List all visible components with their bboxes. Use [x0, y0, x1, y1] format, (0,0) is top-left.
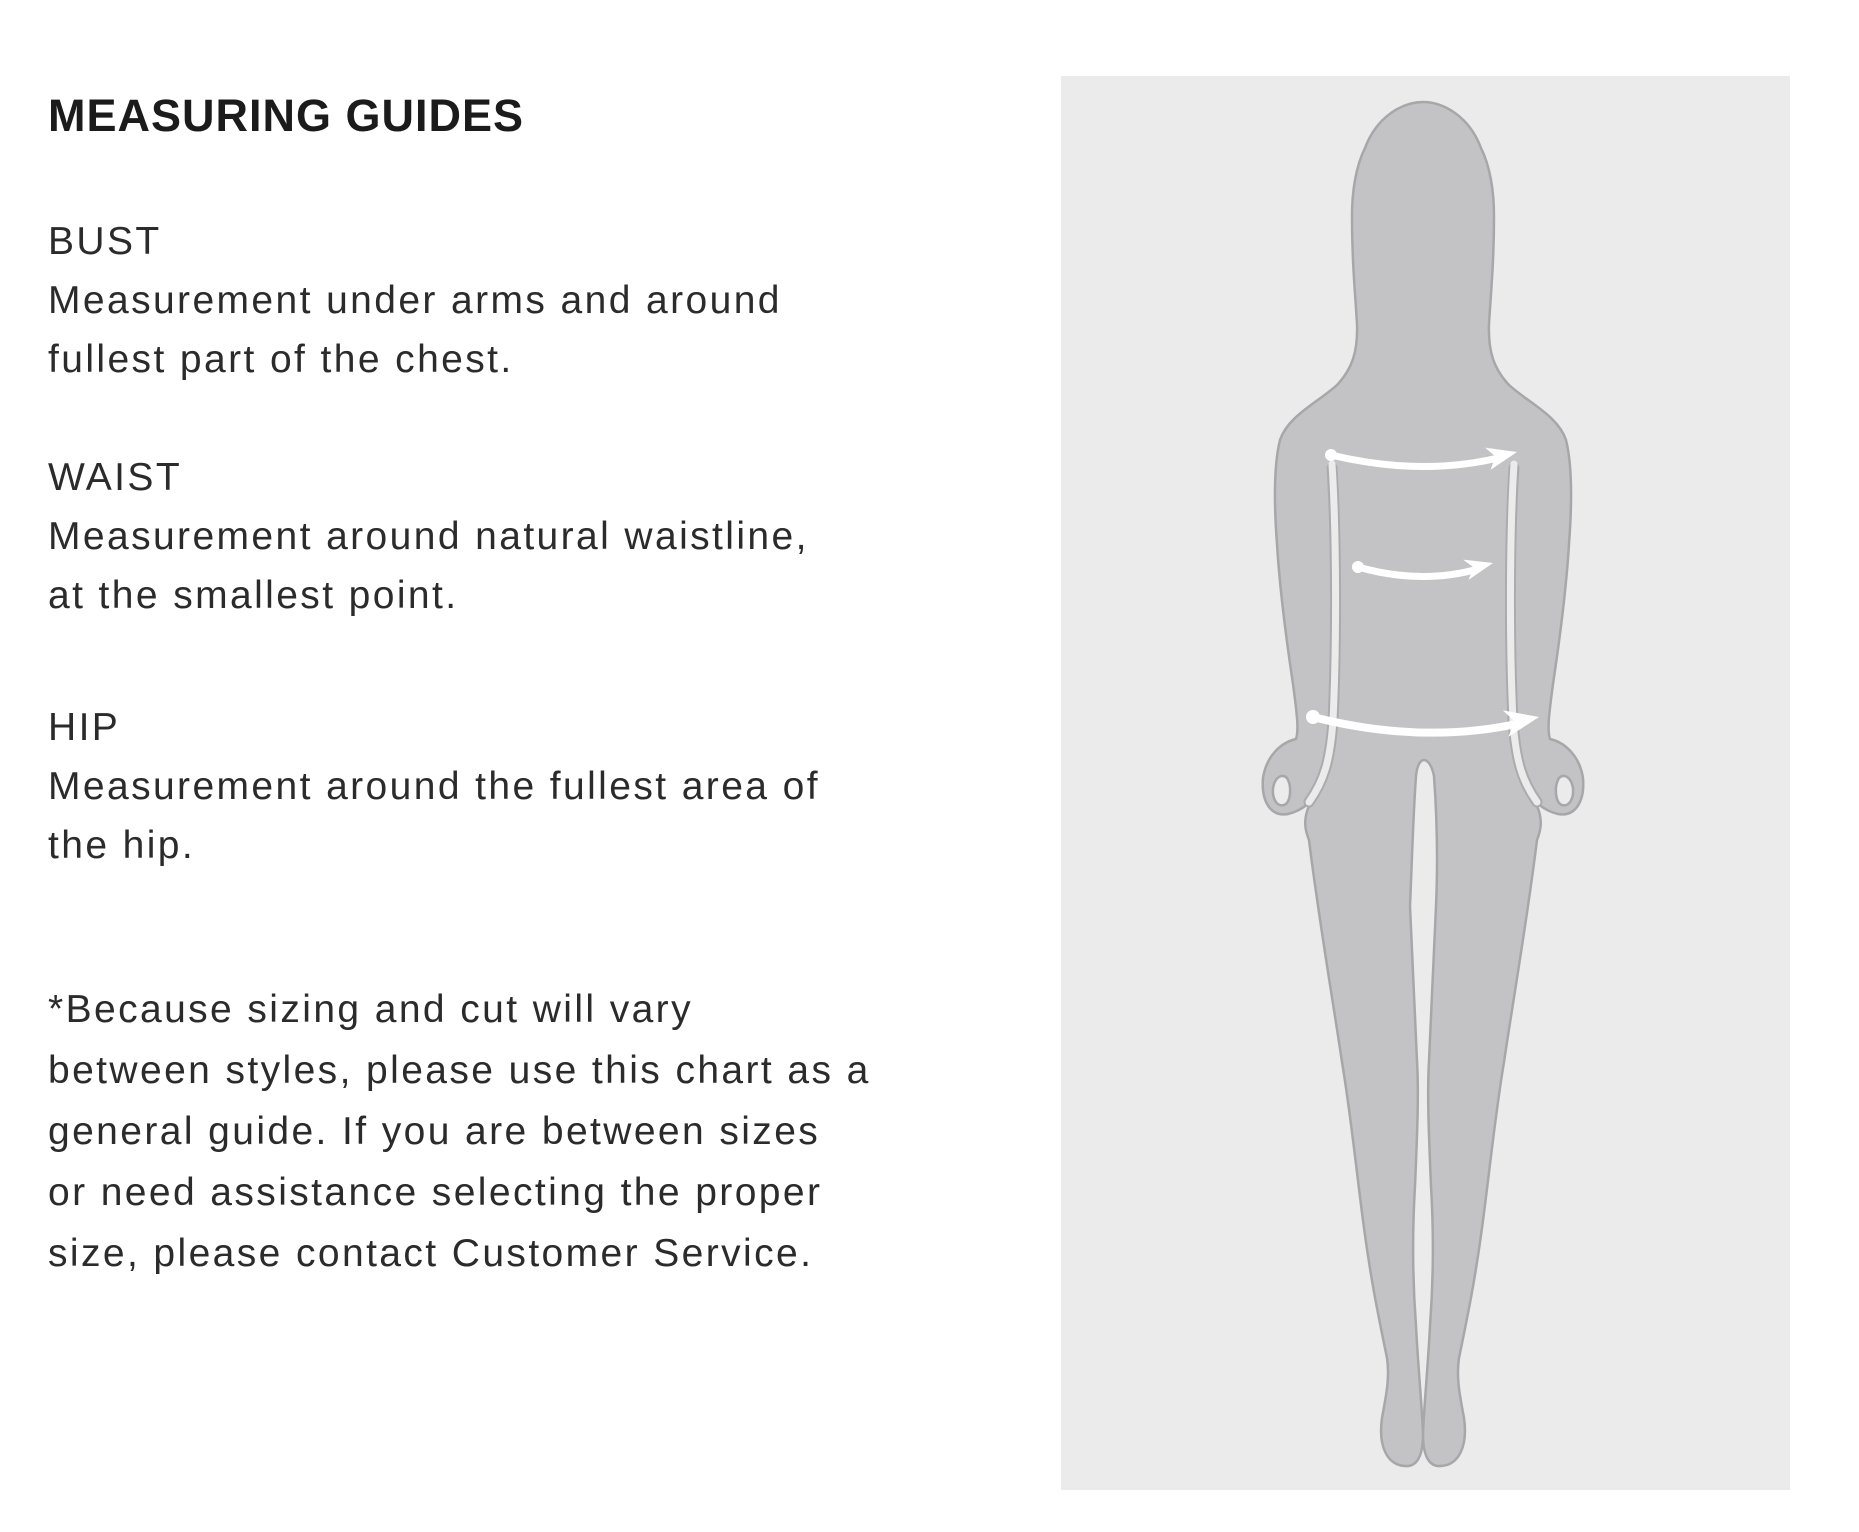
sizing-note-line-2: between styles, please use this chart as a: [48, 1049, 871, 1092]
bust-section: [48, 212, 782, 389]
left-hand-thumb-hole: [1273, 776, 1290, 805]
page-title: MEASURING GUIDES: [48, 90, 525, 142]
bust-line-1: Measurement under arms and around: [48, 279, 782, 322]
waist-section: [48, 448, 809, 625]
waist-line-1: Measurement around natural waistline,: [48, 515, 809, 558]
hip-line-1: Measurement around the fullest area of: [48, 765, 820, 808]
sizing-note-line-5: size, please contact Customer Service.: [48, 1232, 814, 1275]
sizing-note-line-4: or need assistance selecting the proper: [48, 1171, 823, 1214]
hip-line-2: the hip.: [48, 824, 196, 867]
body-silhouette-figure: [1061, 76, 1790, 1490]
sizing-note-line-1: *Because sizing and cut will vary: [48, 988, 693, 1031]
figure-panel: [1061, 76, 1790, 1490]
bust-line-2: fullest part of the chest.: [48, 338, 514, 381]
right-hand-thumb-hole: [1556, 776, 1573, 805]
sizing-note: [48, 979, 871, 1284]
hip-section: [48, 698, 820, 875]
hip-heading: HIP: [48, 706, 121, 749]
waist-heading: WAIST: [48, 456, 183, 499]
bust-heading: BUST: [48, 220, 162, 263]
waist-line-2: at the smallest point.: [48, 574, 459, 617]
sizing-note-line-3: general guide. If you are between sizes: [48, 1110, 821, 1153]
